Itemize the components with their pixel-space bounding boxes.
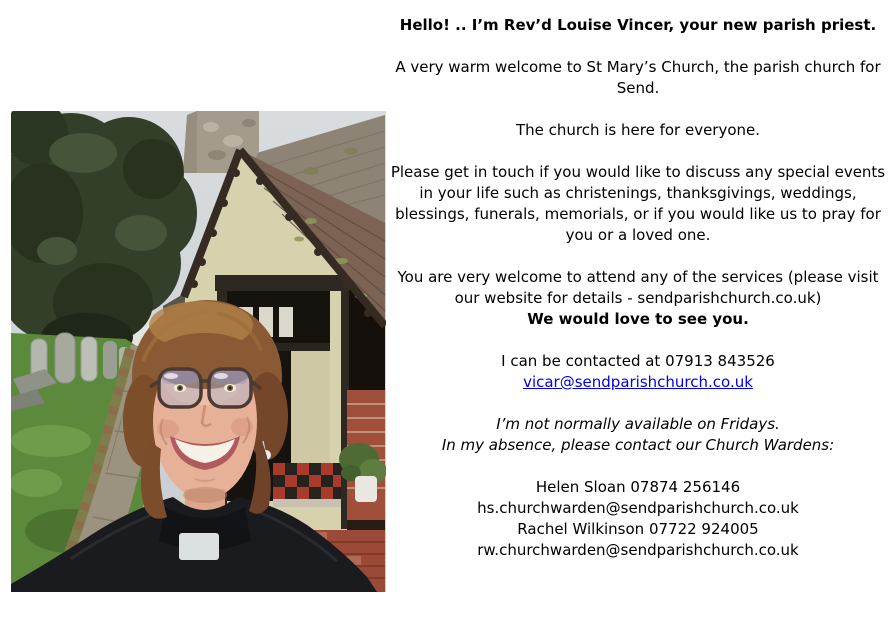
welcome-letter: [388, 15, 888, 561]
warden-2-email: rw.churchwarden@sendparishchurch.co.uk: [477, 541, 799, 559]
availability-paragraph: [388, 414, 888, 456]
contact-phone-line: I can be contacted at 07913 843526: [501, 352, 775, 370]
warden-2-name-phone: Rachel Wilkinson 07722 924005: [517, 520, 759, 538]
welcome-paragraph: A very warm welcome to St Mary’s Church, the parish church for Send.: [395, 58, 881, 97]
services-text: You are very welcome to attend any of the services (please visit our website for details - sendparishchurch.co.uk): [397, 268, 879, 307]
photo-timber-lintel: [215, 275, 349, 291]
everyone-paragraph: The church is here for everyone.: [515, 121, 761, 139]
warden-1-email: hs.churchwarden@sendparishchurch.co.uk: [477, 499, 799, 517]
services-paragraph: [388, 267, 888, 330]
get-in-touch-paragraph: Please get in touch if you would like to discuss any special events in your life such as christenings, thanksgivings, weddings, blessings, funerals, memorials, or if you would like us to pray for you or a loved one.: [390, 163, 886, 244]
vicar-email-link[interactable]: vicar@sendparishchurch.co.uk: [523, 373, 753, 391]
warden-1-name-phone: Helen Sloan 07874 256146: [535, 478, 741, 496]
contact-paragraph: [388, 351, 888, 393]
photo-person-face: [151, 333, 259, 499]
photo-collar-tab: [179, 533, 219, 560]
availability-line-1: I’m not normally available on Fridays.: [496, 415, 780, 433]
photo-canvas: [11, 111, 386, 592]
availability-line-2: In my absence, please contact our Church Wardens:: [441, 436, 835, 454]
parish-priest-photo: [11, 111, 386, 592]
wardens-paragraph: [388, 477, 888, 561]
greeting-heading: Hello! .. I’m Rev’d Louise Vincer, your new parish priest.: [399, 16, 877, 34]
services-bold-line: We would love to see you.: [527, 310, 749, 328]
